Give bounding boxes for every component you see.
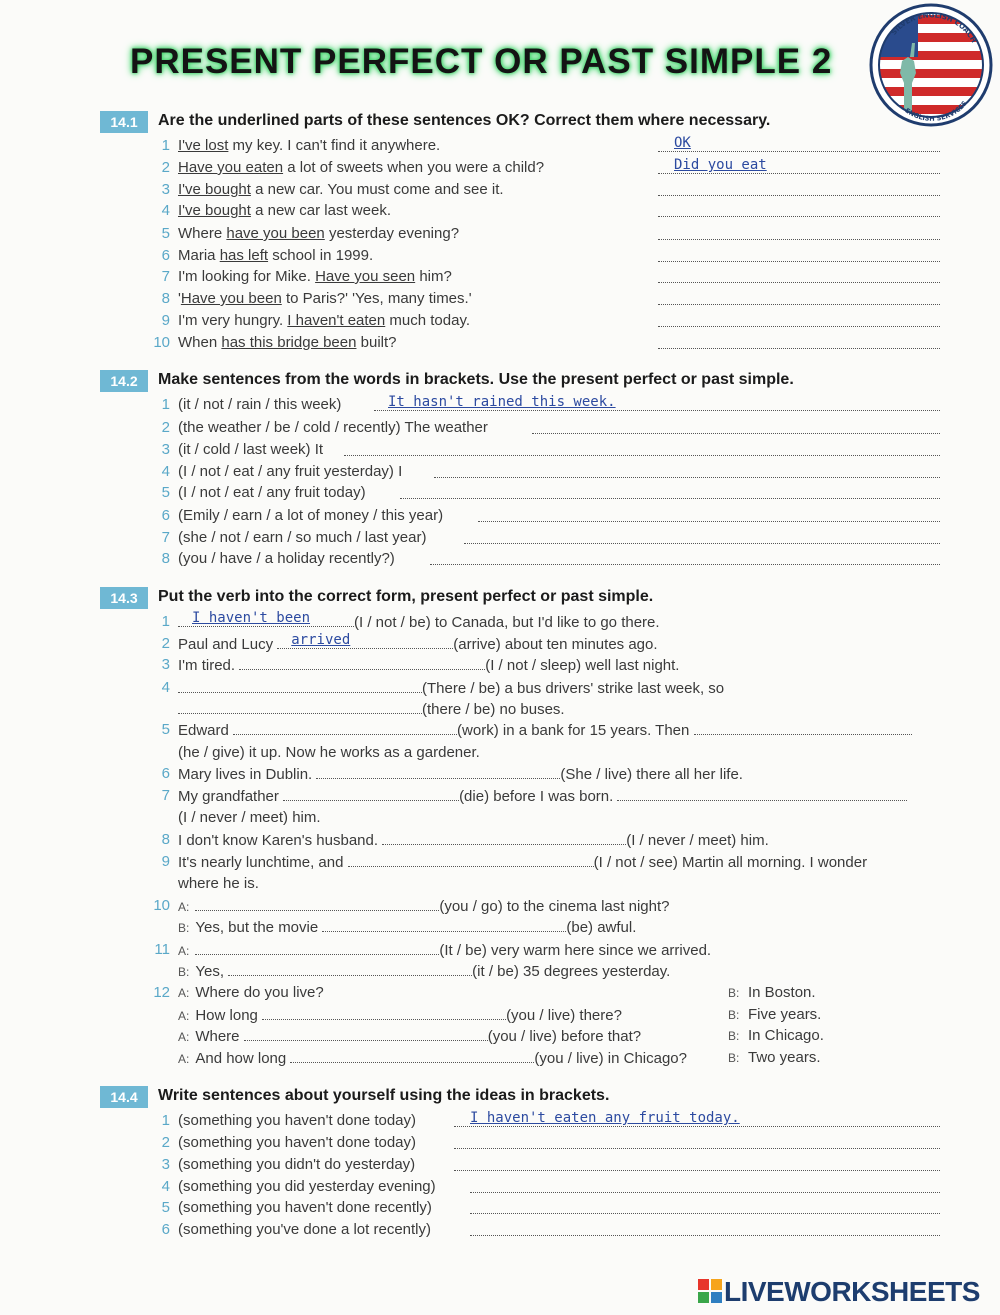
exercise-row xyxy=(148,334,940,356)
answer-field[interactable] xyxy=(470,1213,940,1214)
exercise-row xyxy=(148,1156,940,1178)
prompt-words: (it / cold / last week) It xyxy=(178,441,324,458)
underlined-part: Have you been xyxy=(180,290,282,307)
sentence-prefix: I don't know Karen's husband. xyxy=(178,832,379,849)
speaker-label: B: xyxy=(178,921,190,935)
answer-field[interactable] xyxy=(658,151,940,152)
answer-blank[interactable] xyxy=(348,853,594,867)
answer-blank[interactable] xyxy=(290,1049,534,1063)
sentence xyxy=(178,809,321,826)
speaker-label: B: xyxy=(728,986,740,1000)
sentence-prefix: My grandfather xyxy=(178,788,279,805)
underlined-part: Have you eaten xyxy=(178,159,284,176)
exercise-row xyxy=(148,1112,940,1134)
sentence xyxy=(178,679,724,697)
exercise-line xyxy=(148,721,940,743)
answer-blank[interactable] xyxy=(382,831,626,845)
exercise-line xyxy=(148,787,940,809)
svg-text:ENGLISH SERVICES: ENGLISH SERVICES xyxy=(903,99,969,123)
exercise-line xyxy=(148,1049,940,1071)
sentence-rest: (you / live) there? xyxy=(506,1007,622,1024)
prompt-words: (I / not / eat / any fruit today) xyxy=(178,484,366,501)
exercise-row xyxy=(148,1221,940,1243)
sentence-prefix: Where xyxy=(178,225,227,242)
item-number: 2 xyxy=(161,635,170,652)
prompt-words: (you / have / a holiday recently?) xyxy=(178,550,395,567)
sentence-prefix: Maria xyxy=(178,247,220,264)
sentence xyxy=(178,787,907,805)
exercise-line xyxy=(148,610,940,635)
sentence-prefix: ' xyxy=(178,290,181,307)
prompt-words: (I / not / eat / any fruit yesterday) I xyxy=(178,463,403,480)
section-title-14-4: Write sentences about yourself using the ideas in brackets. xyxy=(158,1087,610,1104)
liveworksheets-icon xyxy=(698,1279,722,1303)
prompt-idea: (something you've done a lot recently) xyxy=(178,1221,432,1238)
answer-field[interactable] xyxy=(454,1126,940,1127)
sentence-rest: a lot of sweets when you were a child? xyxy=(283,159,545,176)
sentence-rest: built? xyxy=(356,334,397,351)
sentence xyxy=(178,225,459,242)
answer-field[interactable] xyxy=(374,410,940,411)
exercise-line xyxy=(148,679,940,701)
answer-blank[interactable] xyxy=(178,610,354,627)
sentence-rest: my key. I can't find it anywhere. xyxy=(228,137,441,154)
item-number: 9 xyxy=(161,853,170,870)
sentence-rest: school in 1999. xyxy=(268,247,374,264)
underlined-part: has left xyxy=(219,247,269,264)
sentence-rest: (I / not / sleep) well last night. xyxy=(485,657,680,674)
exercise-row xyxy=(148,159,940,181)
answer-blank[interactable] xyxy=(228,962,472,976)
underlined-part: I've bought xyxy=(178,202,251,219)
sentence-rest: him? xyxy=(415,268,452,285)
section-badge-14-3: 14.3 xyxy=(100,587,148,609)
underlined-part: have you been xyxy=(226,225,325,242)
item-number: 4 xyxy=(161,1178,170,1195)
sentence xyxy=(178,312,470,329)
sentence-rest: (It / be) very warm here since we arrived. xyxy=(439,942,712,959)
sentence-rest: (it / be) 35 degrees yesterday. xyxy=(472,963,671,980)
exercise-line xyxy=(148,765,940,787)
answer-field[interactable] xyxy=(658,239,940,240)
exercise-line xyxy=(148,875,940,897)
sentence-rest: (you / live) before that? xyxy=(487,1028,642,1045)
section-title-14-2: Make sentences from the words in brackets. Use the present perfect or past simple. xyxy=(158,371,794,388)
item-number: 8 xyxy=(161,290,170,307)
sentence-prefix: When xyxy=(178,334,222,351)
item-number: 6 xyxy=(161,247,170,264)
sentence-rest: (you / go) to the cinema last night? xyxy=(439,898,670,915)
sentence-prefix: Mary lives in Dublin. xyxy=(178,766,313,783)
reply-text: Five years. xyxy=(748,1006,822,1023)
answer-blank[interactable] xyxy=(322,918,566,932)
sentence-rest: where he is. xyxy=(178,875,259,892)
item-number: 1 xyxy=(161,137,170,154)
answer-field[interactable] xyxy=(470,1235,940,1236)
item-number: 1 xyxy=(161,396,170,413)
item-number: 10 xyxy=(153,897,170,914)
answer-field[interactable] xyxy=(434,477,940,478)
underlined-part: I haven't eaten xyxy=(287,312,386,329)
liveworksheets-label: LIVEWORKSHEETS xyxy=(724,1276,980,1307)
sentence xyxy=(178,247,373,264)
item-number: 2 xyxy=(161,419,170,436)
speaker-label: A: xyxy=(178,1009,190,1023)
sentence-prefix: How long xyxy=(195,1007,258,1024)
exercise-row xyxy=(148,419,940,441)
underlined-part: I've lost xyxy=(178,137,229,154)
sentence xyxy=(178,159,544,176)
sentence xyxy=(178,632,658,653)
item-number: 4 xyxy=(161,463,170,480)
exercise-row xyxy=(148,312,940,334)
prompt-idea: (something you haven't done today) xyxy=(178,1112,417,1129)
item-number: 10 xyxy=(153,334,170,351)
prompt-words: (Emily / earn / a lot of money / this year) xyxy=(178,507,444,524)
underlined-part: Have you seen xyxy=(315,268,416,285)
item-number: 7 xyxy=(161,787,170,804)
exercise-row xyxy=(148,507,940,529)
prompt-words: (she / not / earn / so much / last year) xyxy=(178,529,427,546)
sentence-prefix: Yes, but the movie xyxy=(195,919,319,936)
answer-field[interactable] xyxy=(658,261,940,262)
answer-field[interactable] xyxy=(454,1148,940,1149)
answer-blank[interactable] xyxy=(262,1006,506,1020)
sentence xyxy=(178,700,565,718)
answer-field[interactable] xyxy=(658,348,940,349)
sentence-prefix: I'm looking for Mike. xyxy=(178,268,316,285)
answer-field[interactable] xyxy=(658,216,940,217)
sentence xyxy=(178,610,660,631)
exercise-line xyxy=(148,897,940,919)
sentence xyxy=(178,962,670,980)
sentence-rest: (She / live) there all her life. xyxy=(560,766,743,783)
speaker-label: A: xyxy=(178,1030,190,1044)
answer-field[interactable] xyxy=(658,282,940,283)
exercise-line xyxy=(148,632,940,657)
exercise-line xyxy=(148,831,940,853)
exercise-row xyxy=(148,202,940,224)
item-number: 4 xyxy=(161,679,170,696)
prompt-words: (the weather / be / cold / recently) The weather xyxy=(178,419,488,436)
item-number: 7 xyxy=(161,268,170,285)
answer-field[interactable] xyxy=(478,521,940,522)
exercise-row xyxy=(148,1178,940,1200)
exercise-line xyxy=(148,809,940,831)
sentence xyxy=(178,897,669,915)
prompt-idea: (something you haven't done today) xyxy=(178,1134,417,1151)
item-number: 3 xyxy=(161,441,170,458)
answer-field[interactable] xyxy=(344,455,940,456)
section-badge-14-2: 14.2 xyxy=(100,370,148,392)
sentence-rest: yesterday evening? xyxy=(324,225,460,242)
speaker-label: B: xyxy=(728,1029,740,1043)
speaker-label: A: xyxy=(178,944,190,958)
sentence xyxy=(178,765,743,783)
answer-field[interactable] xyxy=(400,498,940,499)
speaker-label: B: xyxy=(178,965,190,979)
exercise-row xyxy=(148,396,940,418)
silver-english-coach-logo xyxy=(866,3,996,127)
item-number: 11 xyxy=(154,941,170,958)
exercise-line xyxy=(148,941,940,963)
reply-text: In Boston. xyxy=(748,984,816,1001)
exercise-row xyxy=(148,247,940,269)
answer-field[interactable] xyxy=(454,1170,940,1171)
sentence xyxy=(178,875,259,892)
item-number: 6 xyxy=(161,765,170,782)
item-number: 12 xyxy=(153,984,170,1001)
exercise-row xyxy=(148,529,940,551)
sentence xyxy=(178,202,391,219)
exercise-row xyxy=(148,137,940,159)
reply-text: Two years. xyxy=(748,1049,821,1066)
answer-blank[interactable] xyxy=(694,721,912,735)
prompt-words: (it / not / rain / this week) xyxy=(178,396,342,413)
exercise-line xyxy=(148,962,940,984)
exercise-row xyxy=(148,1134,940,1156)
exercise-line xyxy=(148,984,940,1006)
answer-blank[interactable] xyxy=(283,787,459,801)
sentence xyxy=(178,941,711,959)
item-number: 3 xyxy=(161,1156,170,1173)
handwritten-answer: It hasn't rained this week. xyxy=(388,394,616,410)
sentence xyxy=(178,984,324,1001)
item-number: 1 xyxy=(161,1112,170,1129)
exercise-line xyxy=(148,744,940,766)
sentence-prefix: Edward xyxy=(178,722,229,739)
item-number: 2 xyxy=(161,159,170,176)
answer-blank[interactable] xyxy=(617,787,907,801)
sentence-rest: to Paris?' 'Yes, many times.' xyxy=(281,290,472,307)
sentence-prefix: Paul and Lucy xyxy=(178,636,274,653)
sentence xyxy=(178,290,472,307)
exercise-row xyxy=(148,290,940,312)
answer-blank[interactable] xyxy=(244,1027,488,1041)
sentence-rest: (you / live) in Chicago? xyxy=(534,1050,687,1067)
item-number: 2 xyxy=(161,1134,170,1151)
underlined-part: has this bridge been xyxy=(221,334,357,351)
exercise-row xyxy=(148,441,940,463)
sentence xyxy=(178,853,867,871)
answer-field[interactable] xyxy=(532,433,940,434)
answer-field[interactable] xyxy=(658,304,940,305)
exercise-row xyxy=(148,181,940,203)
answer-blank[interactable] xyxy=(195,941,439,955)
speaker-label: A: xyxy=(178,986,190,1000)
exercise-line xyxy=(148,918,940,940)
reply-text: In Chicago. xyxy=(748,1027,824,1044)
exercise-row xyxy=(148,1199,940,1221)
answer-blank[interactable] xyxy=(233,721,457,735)
speaker-label: A: xyxy=(178,1052,190,1066)
sentence-rest: (I / not / see) Martin all morning. I wonder xyxy=(593,854,868,871)
item-number: 7 xyxy=(161,529,170,546)
handwritten-answer: OK xyxy=(674,135,691,151)
sentence-rest: (there / be) no buses. xyxy=(422,701,565,718)
item-number: 1 xyxy=(161,613,170,630)
speaker-label: A: xyxy=(178,900,190,914)
sentence-prefix: I'm tired. xyxy=(178,657,236,674)
sentence xyxy=(178,268,452,285)
sentence-rest: a new car last week. xyxy=(250,202,391,219)
sentence xyxy=(178,918,636,936)
sentence-rest: (be) awful. xyxy=(566,919,637,936)
speaker-label: B: xyxy=(728,1051,740,1065)
exercise-line xyxy=(148,1006,940,1028)
sentence-rest: (arrive) about ten minutes ago. xyxy=(453,636,658,653)
underlined-part: I've bought xyxy=(178,181,251,198)
item-number: 5 xyxy=(161,1199,170,1216)
sentence-rest: (I / never / meet) him. xyxy=(178,809,321,826)
handwritten-answer: I haven't been xyxy=(192,610,311,626)
section-title-14-3: Put the verb into the correct form, present perfect or past simple. xyxy=(158,588,654,605)
sentence xyxy=(178,137,440,154)
answer-blank[interactable] xyxy=(178,700,422,714)
exercise-line xyxy=(148,853,940,875)
answer-blank[interactable] xyxy=(195,897,439,911)
item-number: 5 xyxy=(161,225,170,242)
sentence-prefix: Where xyxy=(195,1028,240,1045)
exercise-line xyxy=(148,656,940,678)
exercise-row xyxy=(148,268,940,290)
exercise-row xyxy=(148,484,940,506)
section-title-14-1: Are the underlined parts of these sentences OK? Correct them where necessary. xyxy=(158,112,771,129)
prompt-idea: (something you did yesterday evening) xyxy=(178,1178,436,1195)
item-number: 6 xyxy=(161,1221,170,1238)
item-number: 5 xyxy=(161,721,170,738)
sentence xyxy=(178,744,480,761)
item-number: 8 xyxy=(161,831,170,848)
exercise-row xyxy=(148,225,940,247)
item-number: 9 xyxy=(161,312,170,329)
answer-blank[interactable] xyxy=(239,656,485,670)
exercise-row xyxy=(148,550,940,572)
sentence xyxy=(178,1027,641,1045)
sentence-rest: (he / give) it up. Now he works as a gardener. xyxy=(178,744,480,761)
sentence-rest: (I / never / meet) him. xyxy=(626,832,769,849)
prompt-idea: (something you didn't do yesterday) xyxy=(178,1156,416,1173)
item-number: 5 xyxy=(161,484,170,501)
exercise-line xyxy=(148,1027,940,1049)
section-badge-14-1: 14.1 xyxy=(100,111,148,133)
handwritten-answer: arrived xyxy=(291,632,351,648)
item-number: 4 xyxy=(161,202,170,219)
sentence xyxy=(178,334,397,351)
speaker-label: B: xyxy=(728,1008,740,1022)
sentence xyxy=(178,831,769,849)
liveworksheets-brand[interactable] xyxy=(698,1276,980,1308)
answer-blank[interactable] xyxy=(178,679,422,693)
prompt-idea: (something you haven't done recently) xyxy=(178,1199,432,1216)
item-number: 6 xyxy=(161,507,170,524)
handwritten-answer: I haven't eaten any fruit today. xyxy=(470,1110,740,1126)
sentence-prefix: I'm very hungry. xyxy=(178,312,288,329)
answer-field[interactable] xyxy=(658,195,940,196)
sentence xyxy=(178,181,504,198)
answer-blank[interactable] xyxy=(277,632,453,649)
answer-field[interactable] xyxy=(464,543,940,544)
section-badge-14-4: 14.4 xyxy=(100,1086,148,1108)
item-number: 8 xyxy=(161,550,170,567)
sentence-rest: (die) before I was born. xyxy=(459,788,614,805)
sentence-rest: (There / be) a bus drivers' strike last week, so xyxy=(422,680,725,697)
svg-text:SILVER ENGLISH COACH: SILVER ENGLISH COACH xyxy=(889,11,978,45)
exercise-line xyxy=(148,700,940,722)
sentence-prefix: And how long xyxy=(195,1050,287,1067)
answer-field[interactable] xyxy=(430,564,940,565)
sentence-rest: much today. xyxy=(385,312,471,329)
exercise-row xyxy=(148,463,940,485)
sentence-rest: (I / not / be) to Canada, but I'd like to go there. xyxy=(354,614,660,631)
answer-blank[interactable] xyxy=(316,765,560,779)
sentence-rest: a new car. You must come and see it. xyxy=(250,181,504,198)
answer-field[interactable] xyxy=(658,326,940,327)
item-number: 3 xyxy=(161,181,170,198)
sentence xyxy=(178,656,679,674)
sentence-prefix: It's nearly lunchtime, and xyxy=(178,854,344,871)
page-title: PRESENT PERFECT OR PAST SIMPLE 2 xyxy=(130,42,833,81)
sentence xyxy=(178,1006,622,1024)
answer-field[interactable] xyxy=(658,173,940,174)
sentence-prefix: Where do you live? xyxy=(195,984,324,1001)
handwritten-answer: Did you eat xyxy=(674,157,767,173)
sentence xyxy=(178,1049,687,1067)
sentence-prefix: Yes, xyxy=(195,963,224,980)
answer-field[interactable] xyxy=(470,1192,940,1193)
item-number: 3 xyxy=(161,656,170,673)
sentence xyxy=(178,721,912,739)
sentence-rest: (work) in a bank for 15 years. Then xyxy=(457,722,690,739)
